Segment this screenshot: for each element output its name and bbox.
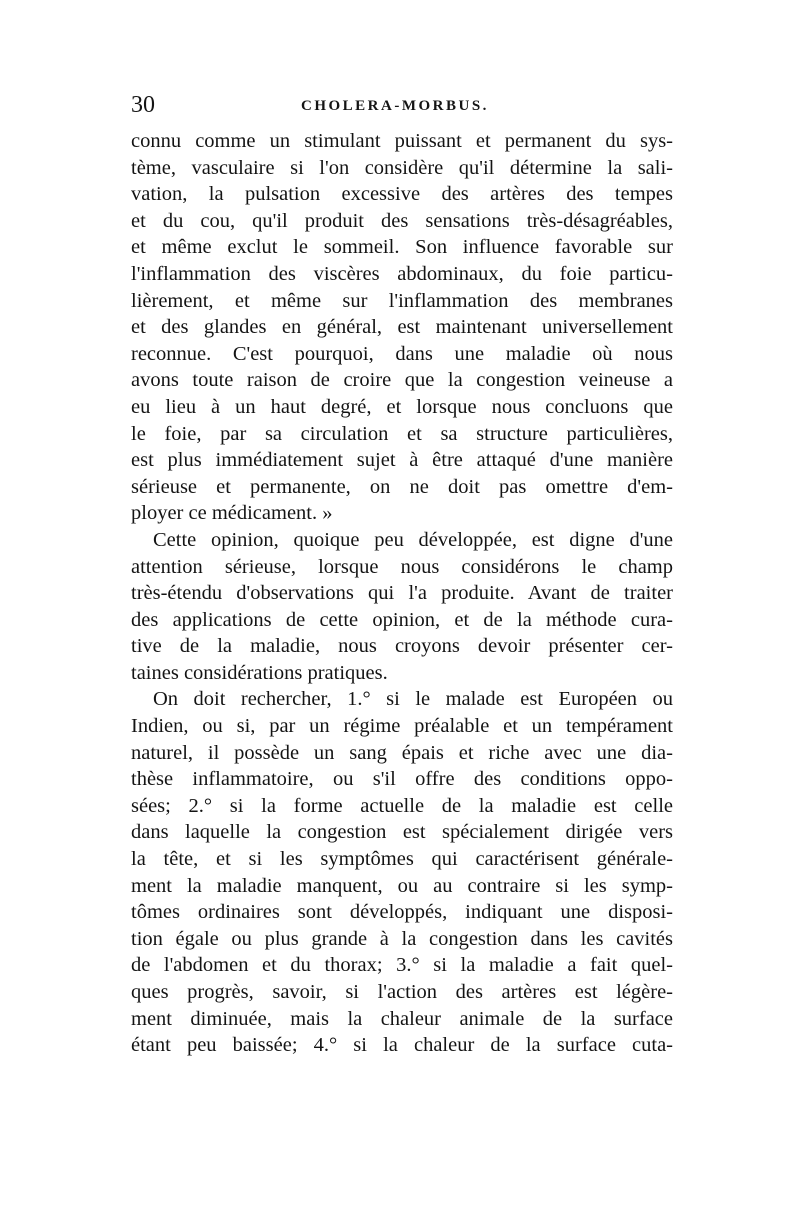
text-line: eu lieu à un haut degré, et lorsque nous concluons que bbox=[131, 395, 673, 418]
text-line: taines considérations pratiques. bbox=[131, 661, 388, 684]
text-line: naturel, il possède un sang épais et riche avec une dia- bbox=[131, 741, 673, 764]
text-line: le foie, par sa circulation et sa structure particulières, bbox=[131, 422, 673, 445]
text-line: ques progrès, savoir, si l'action des artères est légère- bbox=[131, 981, 673, 1003]
text-line: dans laquelle la congestion est spécialement dirigée vers bbox=[131, 821, 673, 844]
text-line: la tête, et si les symptômes qui caractérisent générale- bbox=[131, 848, 673, 871]
text-line: ment la maladie manquent, ou au contraire si les symp- bbox=[131, 874, 673, 897]
text-line: est plus immédiatement sujet à être attaqué d'une manière bbox=[131, 449, 673, 472]
text-line: et du cou, qu'il produit des sensations très-désagréables, bbox=[131, 209, 673, 232]
text-line: des applications de cette opinion, et de la méthode cura- bbox=[131, 608, 673, 631]
text-line: connu comme un stimulant puissant et permanent du sys- bbox=[131, 130, 673, 152]
text-line: avons toute raison de croire que la congestion veineuse a bbox=[131, 369, 673, 392]
text-line: tômes ordinaires sont développés, indiquant une disposi- bbox=[131, 901, 673, 924]
text-line: ment diminuée, mais la chaleur animale de la surface bbox=[131, 1007, 673, 1030]
text-line: On doit rechercher, 1.° si le malade est Européen ou bbox=[153, 688, 673, 711]
text-line: Indien, ou si, par un régime préalable et un tempérament bbox=[131, 715, 673, 738]
text-line: très-étendu d'observations qui l'a produite. Avant de traiter bbox=[131, 582, 673, 605]
page-number: 30 bbox=[131, 92, 155, 118]
text-line: ployer ce médicament. » bbox=[131, 502, 333, 525]
text-line: sérieuse et permanente, on ne doit pas omettre d'em- bbox=[131, 475, 673, 498]
text-line: tive de la maladie, nous croyons devoir présenter cer- bbox=[131, 635, 673, 658]
page-header bbox=[131, 92, 671, 122]
text-line: reconnue. C'est pourquoi, dans une maladie où nous bbox=[131, 342, 673, 365]
text-line: tème, vasculaire si l'on considère qu'il détermine la sali- bbox=[131, 156, 673, 179]
body-text bbox=[131, 128, 673, 1059]
text-line: lièrement, et même sur l'inflammation des membranes bbox=[131, 289, 673, 312]
text-line: l'inflammation des viscères abdominaux, du foie particu- bbox=[131, 262, 673, 285]
running-title: CHOLERA-MORBUS. bbox=[301, 98, 489, 114]
text-line: vation, la pulsation excessive des artères des tempes bbox=[131, 183, 673, 206]
text-line: étant peu baissée; 4.° si la chaleur de la surface cuta- bbox=[131, 1034, 673, 1057]
text-line: et même exclut le sommeil. Son influence favorable sur bbox=[131, 236, 673, 259]
text-line: sées; 2.° si la forme actuelle de la maladie est celle bbox=[131, 794, 673, 817]
text-line: thèse inflammatoire, ou s'il offre des conditions oppo- bbox=[131, 768, 673, 791]
text-line: attention sérieuse, lorsque nous considérons le champ bbox=[131, 555, 673, 578]
text-line: et des glandes en général, est maintenant universellement bbox=[131, 316, 673, 339]
text-line: de l'abdomen et du thorax; 3.° si la maladie a fait quel- bbox=[131, 954, 673, 977]
text-line: Cette opinion, quoique peu développée, est digne d'une bbox=[153, 528, 673, 551]
text-line: tion égale ou plus grande à la congestion dans les cavités bbox=[131, 927, 673, 950]
